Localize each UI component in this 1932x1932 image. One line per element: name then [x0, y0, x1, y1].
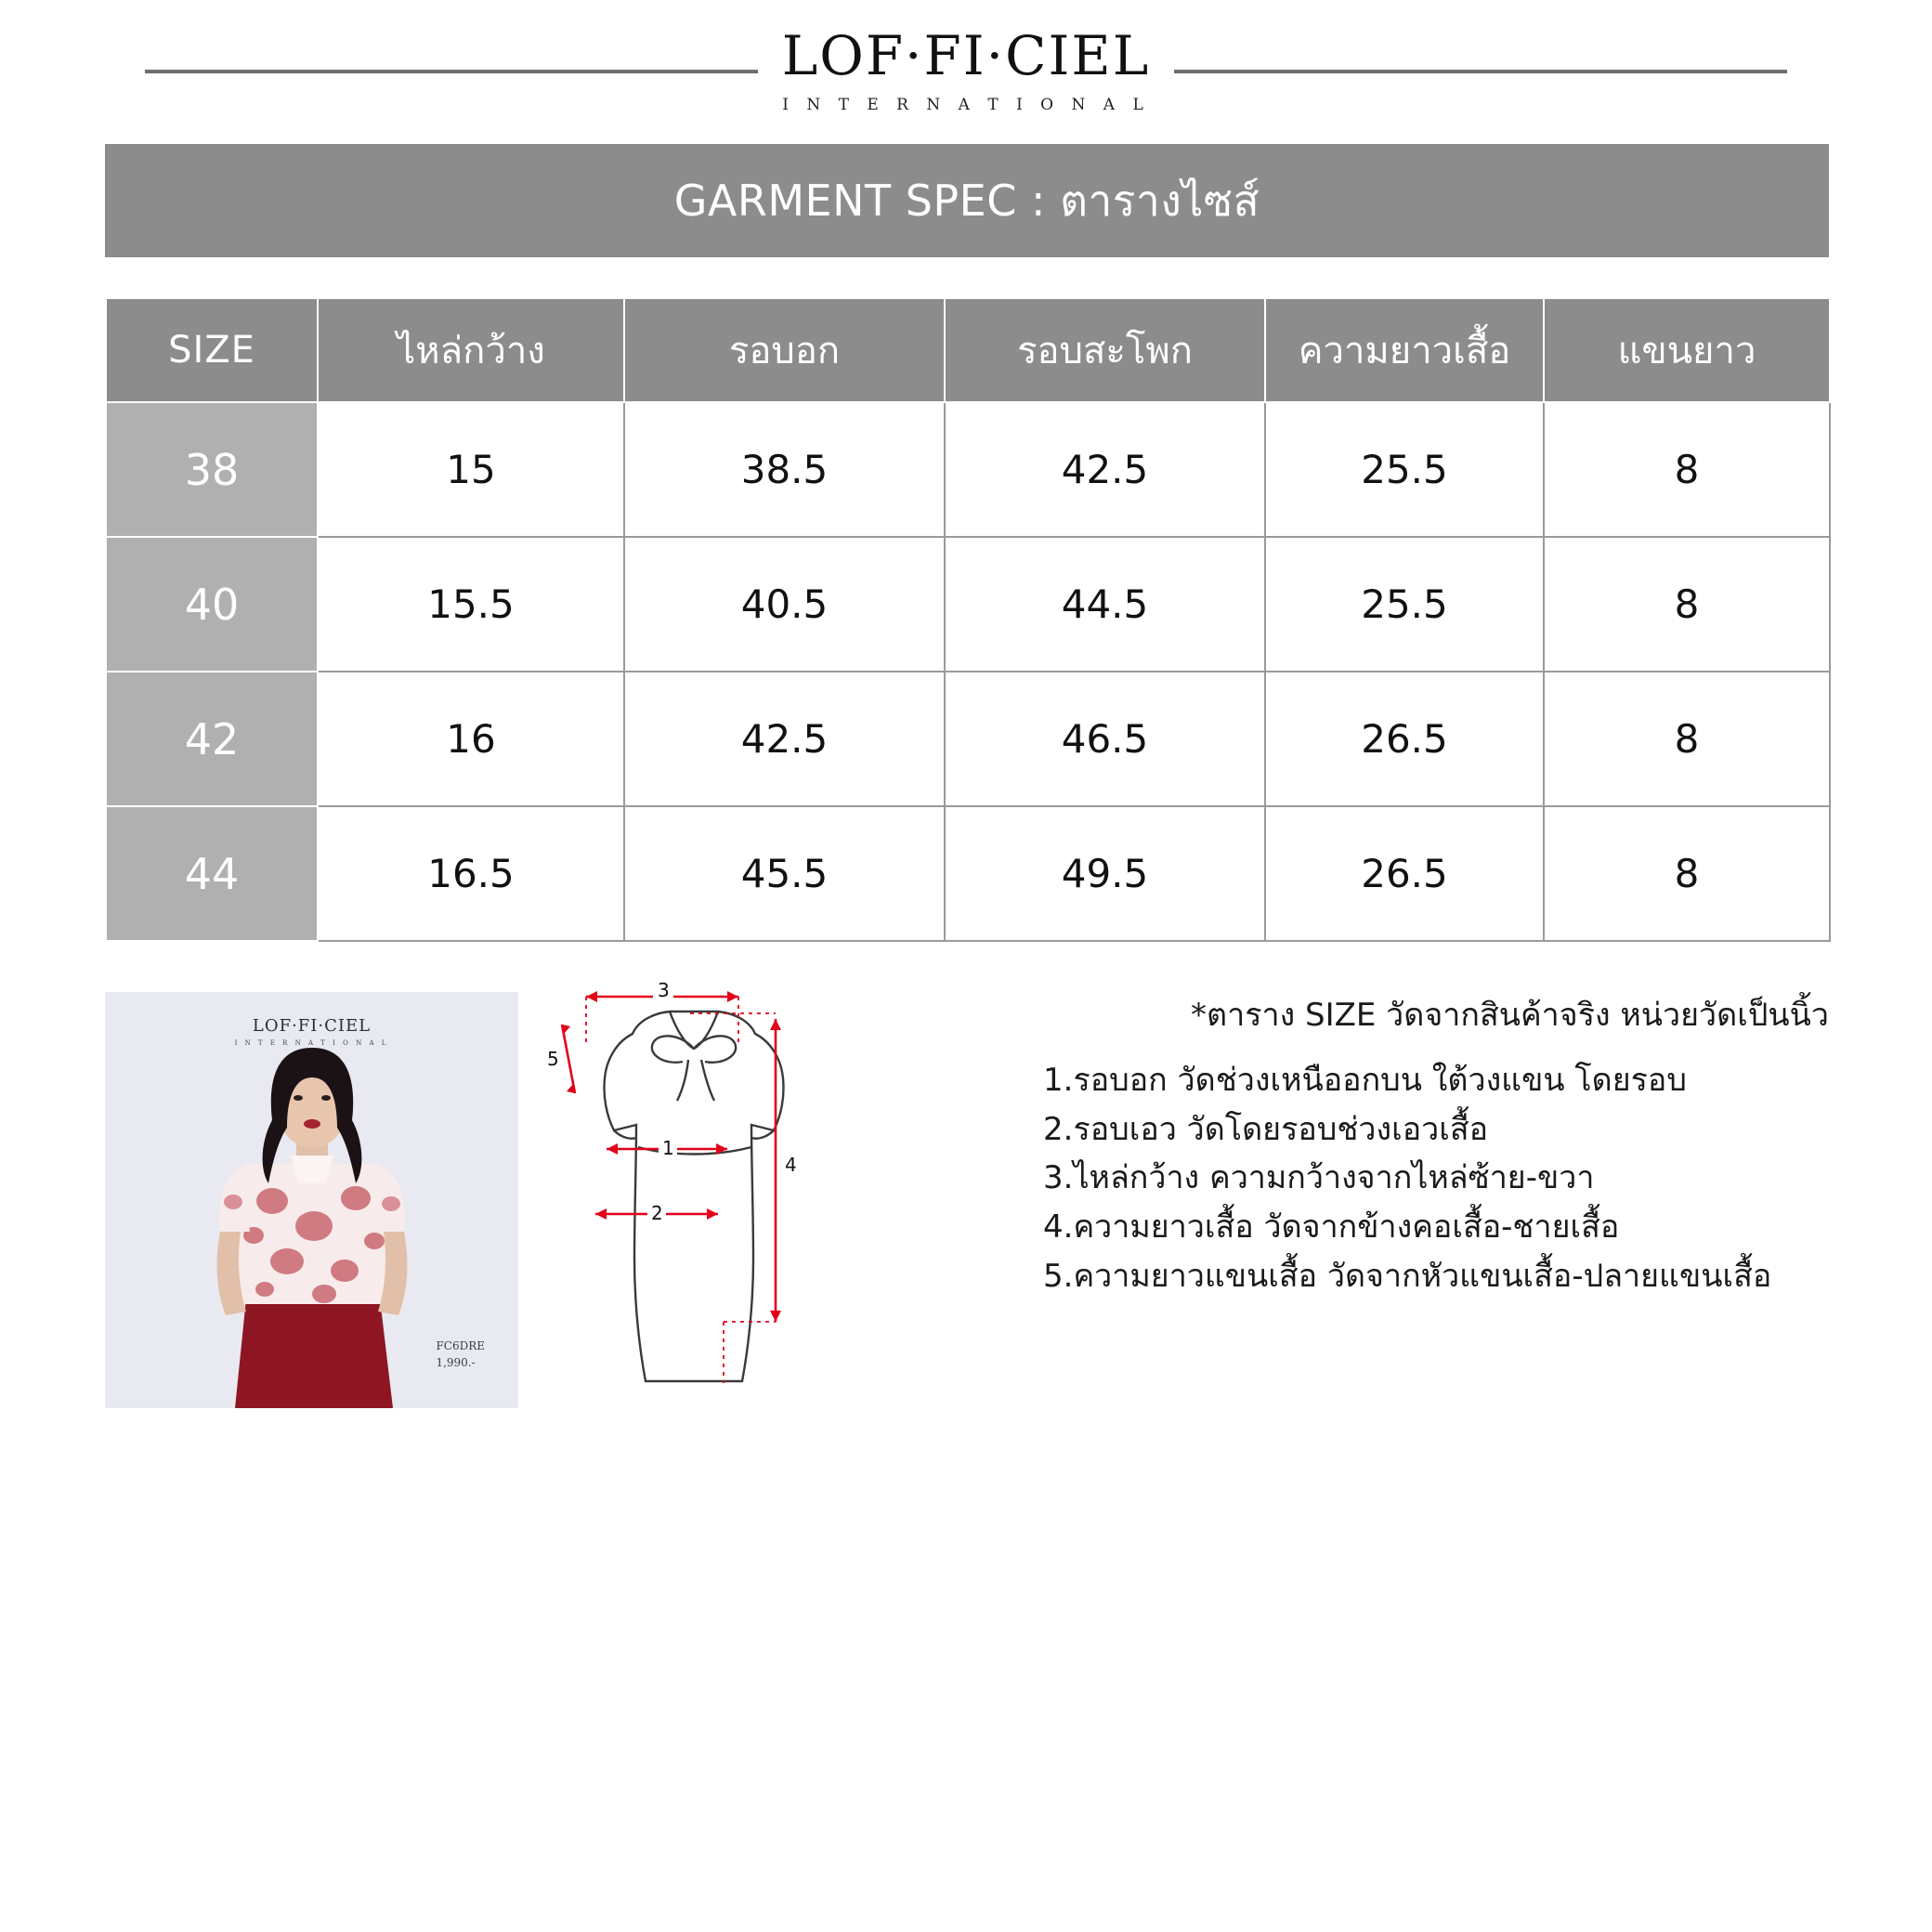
garment-spec-table	[105, 297, 1831, 942]
diagram-label-2: 2	[651, 1202, 663, 1224]
cell-hip: 42.5	[945, 402, 1265, 537]
cell-chest: 40.5	[624, 537, 945, 672]
table-header-row	[106, 298, 1830, 402]
notes-title: *ตาราง SIZE วัดจากสินค้าจริง หน่วยวัดเป็นนิ้ว	[1191, 997, 1829, 1034]
note-item-2: 2.รอบเอว วัดโดยรอบช่วงเอวเสื้อ	[1043, 1110, 1489, 1148]
note-item-1: 1.รอบอก วัดช่วงเหนืออกบน ใต้วงแขน โดยรอบ	[1043, 1062, 1687, 1099]
brand-subtitle: I N T E R N A T I O N A L	[782, 96, 1150, 114]
header-rule-left	[145, 70, 758, 73]
photo-brand-logo	[235, 1016, 389, 1047]
table-row	[106, 537, 1830, 672]
product-code: FC6DRE	[436, 1339, 485, 1353]
cell-shoulder: 16	[318, 672, 624, 806]
note-item-3: 3.ไหล่กว้าง ความกว้างจากไหล่ซ้าย-ขวา	[1043, 1159, 1595, 1197]
photo-brand-subtitle: I N T E R N A T I O N A L	[234, 1039, 389, 1047]
cell-sleeve: 8	[1544, 672, 1830, 806]
column-header-length: ความยาวเสื้อ	[1265, 298, 1544, 402]
measurement-notes	[1043, 989, 1829, 1300]
cell-shoulder: 15	[318, 402, 624, 537]
column-header-hip: รอบสะโพก	[945, 298, 1265, 402]
brand-lockup	[781, 24, 1151, 114]
table-row	[106, 672, 1830, 806]
cell-sleeve: 8	[1544, 537, 1830, 672]
diagram-label-1: 1	[662, 1137, 674, 1159]
cell-chest: 42.5	[624, 672, 945, 806]
brand-header	[0, 20, 1932, 123]
cell-length: 26.5	[1265, 672, 1544, 806]
cell-hip: 49.5	[945, 806, 1265, 941]
cell-size: 44	[106, 806, 318, 941]
cell-shoulder: 16.5	[318, 806, 624, 941]
cell-shoulder: 15.5	[318, 537, 624, 672]
cell-size: 38	[106, 402, 318, 537]
measurement-diagram	[542, 980, 848, 1416]
photo-brand-name: LOF·FI·CIEL	[252, 1016, 372, 1036]
page-title: GARMENT SPEC : ตารางไซส์	[105, 144, 1829, 257]
cell-sleeve: 8	[1544, 806, 1830, 941]
cell-size: 42	[106, 672, 318, 806]
column-header-shoulder: ไหล่กว้าง	[318, 298, 624, 402]
brand-name: LOF·FI·CIEL	[781, 24, 1151, 87]
note-item-5: 5.ความยาวแขนเสื้อ วัดจากหัวแขนเสื้อ-ปลายแขนเสื้อ	[1043, 1257, 1772, 1295]
cell-chest: 45.5	[624, 806, 945, 941]
column-header-chest: รอบอก	[624, 298, 945, 402]
cell-hip: 46.5	[945, 672, 1265, 806]
product-price: 1,990.-	[436, 1355, 476, 1369]
product-code-block	[436, 1338, 485, 1371]
header-rule-right	[1174, 70, 1787, 73]
diagram-label-3: 3	[658, 980, 670, 1001]
cell-size: 40	[106, 537, 318, 672]
cell-length: 26.5	[1265, 806, 1544, 941]
cell-hip: 44.5	[945, 537, 1265, 672]
table-row	[106, 402, 1830, 537]
diagram-label-4: 4	[785, 1154, 797, 1176]
cell-length: 25.5	[1265, 402, 1544, 537]
cell-chest: 38.5	[624, 402, 945, 537]
diagram-label-5: 5	[547, 1048, 559, 1070]
column-header-size: SIZE	[106, 298, 318, 402]
table-row	[106, 806, 1830, 941]
product-photo	[105, 992, 518, 1408]
cell-sleeve: 8	[1544, 402, 1830, 537]
cell-length: 25.5	[1265, 537, 1544, 672]
lower-section	[105, 980, 1829, 1416]
note-item-4: 4.ความยาวเสื้อ วัดจากข้างคอเสื้อ-ชายเสื้อ	[1043, 1208, 1620, 1247]
column-header-sleeve: แขนยาว	[1544, 298, 1830, 402]
